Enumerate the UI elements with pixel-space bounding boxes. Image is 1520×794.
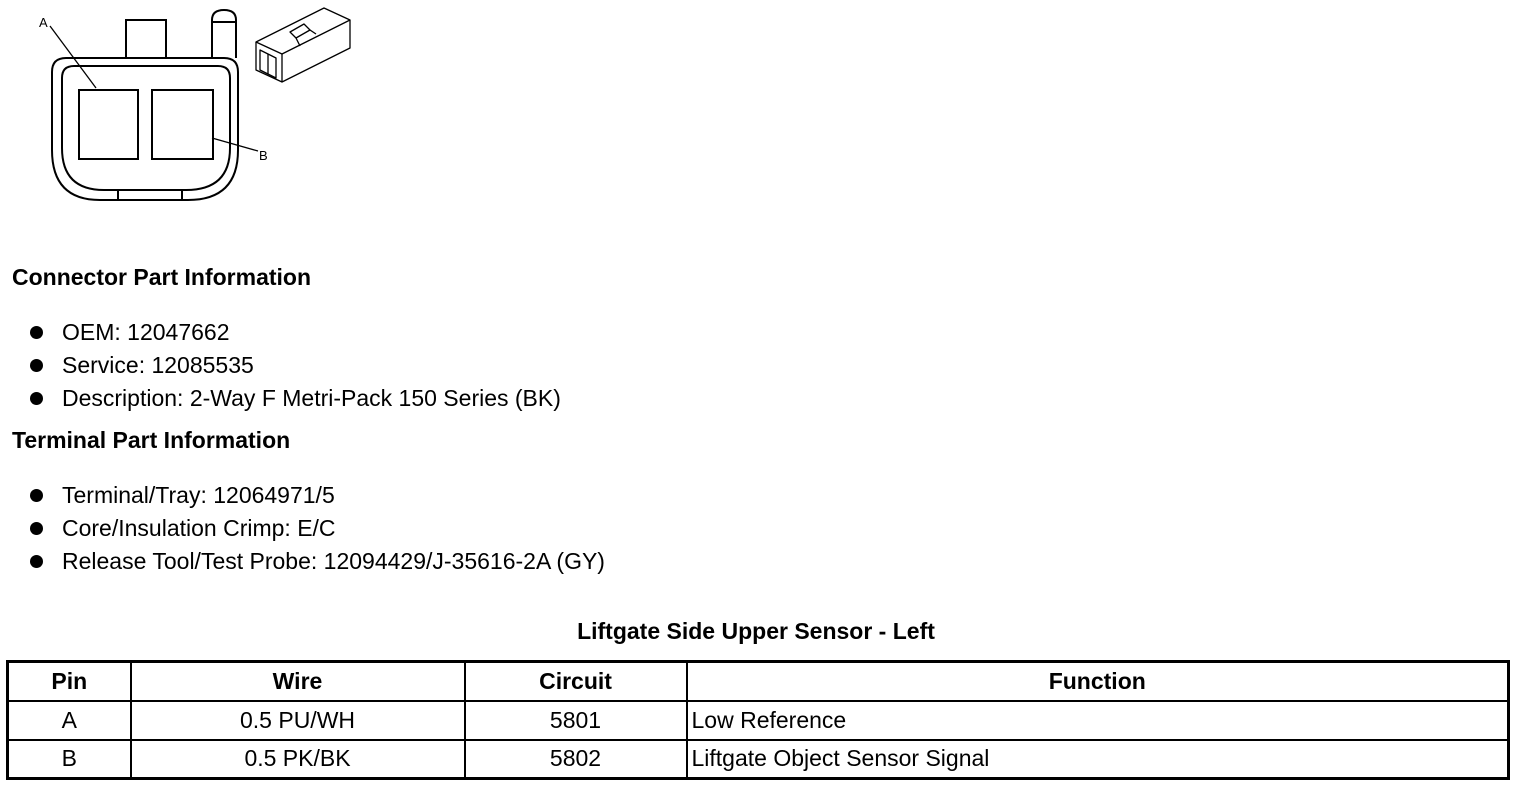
column-header-wire: Wire <box>131 662 465 701</box>
connector-diagram <box>0 0 380 220</box>
table-title: Liftgate Side Upper Sensor - Left <box>577 618 935 644</box>
table-row <box>8 701 1509 740</box>
cell-function: Liftgate Object Sensor Signal <box>687 740 1509 779</box>
connector-info-list <box>30 316 561 415</box>
column-header-pin: Pin <box>8 662 131 701</box>
column-header-function: Function <box>687 662 1509 701</box>
table-row <box>8 740 1509 779</box>
pin-a-label: A <box>39 15 48 30</box>
list-item: Core/Insulation Crimp: E/C <box>30 512 605 545</box>
pin-b-leader <box>212 138 258 151</box>
cell-circuit: 5801 <box>465 701 687 740</box>
connector-lock-finger <box>212 10 236 58</box>
cell-wire: 0.5 PK/BK <box>131 740 465 779</box>
pin-b-label: B <box>259 148 268 163</box>
terminal-info-list <box>30 479 605 578</box>
cavity-a <box>79 90 138 159</box>
cell-pin: B <box>8 740 131 779</box>
connector-housing-inner <box>62 66 230 190</box>
list-item: Service: 12085535 <box>30 349 561 382</box>
pinout-table <box>6 660 1510 780</box>
list-item: Description: 2-Way F Metri-Pack 150 Series (BK) <box>30 382 561 415</box>
cavity-b <box>152 90 213 159</box>
cell-function: Low Reference <box>687 701 1509 740</box>
cell-circuit: 5802 <box>465 740 687 779</box>
list-item: Release Tool/Test Probe: 12094429/J-35616-2A (GY) <box>30 545 605 578</box>
connector-info-heading: Connector Part Information <box>12 264 312 290</box>
table-header-row <box>8 662 1509 701</box>
list-item: Terminal/Tray: 12064971/5 <box>30 479 605 512</box>
cell-pin: A <box>8 701 131 740</box>
terminal-info-heading: Terminal Part Information <box>12 427 291 453</box>
cell-wire: 0.5 PU/WH <box>131 701 465 740</box>
column-header-circuit: Circuit <box>465 662 687 701</box>
connector-latch-tab <box>126 20 166 58</box>
connector-isometric-view <box>256 8 350 82</box>
list-item: OEM: 12047662 <box>30 316 561 349</box>
